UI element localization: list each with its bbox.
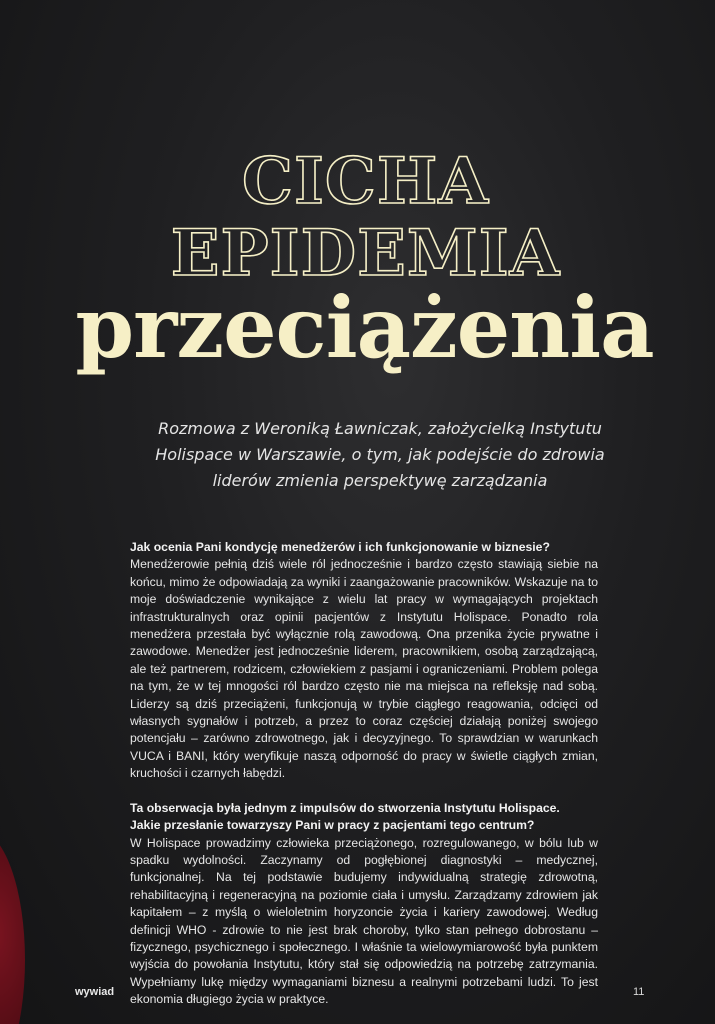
title-line-przeciazenia: przeciążenia: [75, 278, 654, 377]
article-lead: [100, 416, 660, 494]
section-label: wywiad: [75, 986, 115, 998]
question-1: Jak ocenia Pani kondycję menedżerów i ich funkcjonowanie w biznesie?: [130, 540, 550, 554]
title-line-epidemia: EPIDEMIA: [170, 216, 561, 291]
article-body: [130, 539, 598, 1009]
page-number: 11: [633, 986, 645, 998]
question-2-line-2: Jakie przesłanie towarzyszy Pani w pracy z pacjentami tego centrum?: [130, 818, 535, 833]
answer-2: W Holispace prowadzimy człowieka przeciążonego, rozregulowanego, w bólu lub w spadku wydolności. Zaczynamy od pogłębionej diagnostyki – medycznej, funkcjonalnej. Na tej podstawie budujemy indywidualną strategię zdrowotną, rehabilitacyjną i regeneracyjną na poziomie ciała i umysłu. Zarządzamy zdrowiem jak kapitałem – z myślą o wieloletnim horyzoncie życia i kariery zawodowej. Według definicji WHO - zdrowie to nie jest brak choroby, tylko stan pełnego dobrostanu – fizycznego, psychicznego i społecznego. I właśnie ta wielowymiarowość była punktem wyjścia do powołania Instytutu, który stał się odpowiedzią na potrzebę zatrzymania. Wypełniamy lukę między wymaganiami biznesu a realnymi potrzebami ludzi. To jest ekonomia długiego życia w praktyce.: [130, 835, 598, 1007]
title-line-cicha: CICHA: [242, 144, 489, 219]
red-clothing-decoration: [0, 830, 25, 1024]
lead-line-3: liderów zmienia perspektywę zarządzania: [212, 471, 548, 490]
question-2-line-1: Ta obserwacja była jednym z impulsów do stworzenia Instytutu Holispace.: [130, 800, 560, 815]
lead-line-1: Rozmowa z Weroniką Ławniczak, założycielką Instytutu: [158, 419, 602, 438]
lead-line-2: Holispace w Warszawie, o tym, jak podejście do zdrowia: [155, 445, 605, 464]
answer-1: Menedżerowie pełnią dziś wiele ról jednocześnie i bardzo często stawiają siebie na końcu, mimo że odpowiadają za wyniki i zaangażowanie pracowników. Wskazuje na to moje doświadczenie wynikające z wielu lat pracy w wymagających projektach infrastrukturalnych oraz opinii pacjentów z Instytutu Holispace. Ponadto rola menedżera przestała być wyłącznie rolą zawodową. Ona przenika życie prywatne i zawodowe. Menedżer jest jednocześnie liderem, pracownikiem, osobą zarządzającą, ale też partnerem, rodzicem, człowiekiem z pasjami i ograniczeniami. Problem polega na tym, że w tej mnogości ról bardzo często nie ma miejsca na refleksję nad sobą. Liderzy są dziś przeciążeni, funkcjonują w trybie ciągłego reagowania, odcięci od własnych sygnałów i potrzeb, a przez to coraz częściej działają poniżej swojego potencjału – zarówno zdrowotnego, jak i decyzyjnego. To sprawdzian w warunkach VUCA i BANI, który weryfikuje naszą odporność do pracy w świetle ciągłych zmian, kruchości i czarnych łabędzi.: [130, 557, 598, 781]
